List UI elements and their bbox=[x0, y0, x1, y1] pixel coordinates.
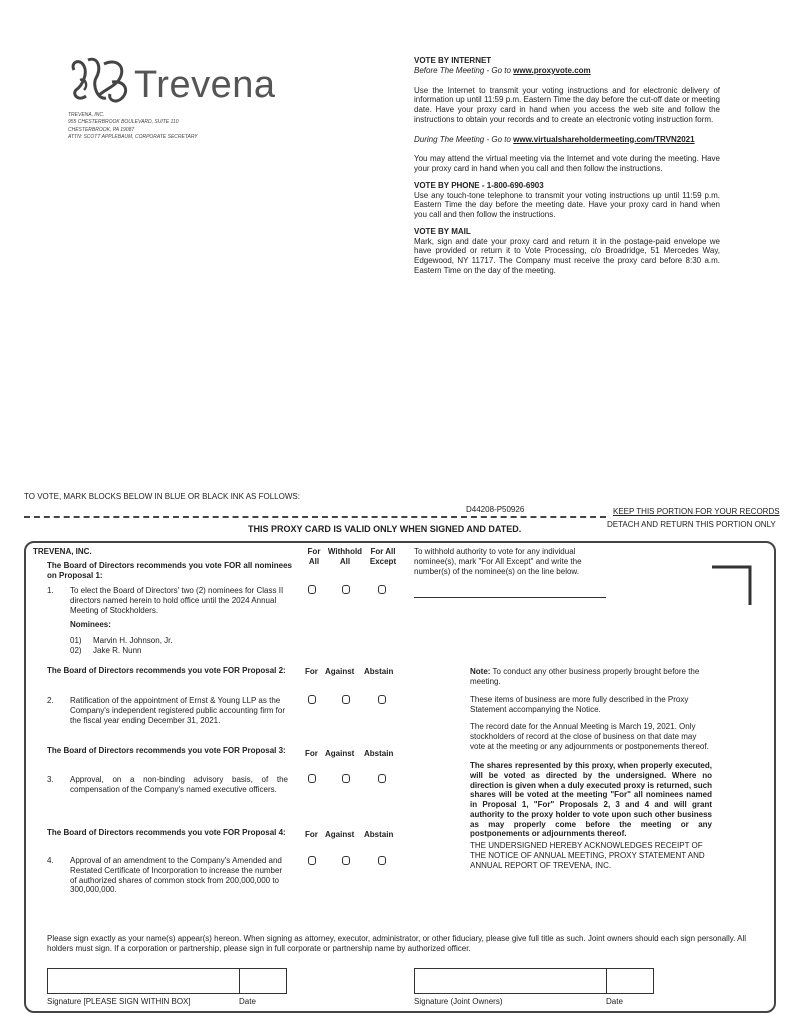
joint-signature-box[interactable] bbox=[414, 968, 607, 994]
return-address bbox=[68, 112, 268, 141]
p1-for-all-checkbox[interactable] bbox=[308, 585, 316, 594]
detach-portion-label: DETACH AND RETURN THIS PORTION ONLY bbox=[607, 520, 776, 529]
virtual-meeting-link[interactable]: www.virtualshareholdermeeting.com/TRVN2021 bbox=[513, 134, 695, 144]
col-withhold-all: Withhold All bbox=[327, 547, 363, 566]
shares-text: The shares represented by this proxy, when properly executed, will be voted as directed by the undersigned. Where no direction is given when a duly executed proxy is returned, such shares will be voted at the meeting "For" all nominees named in Proposal 1, "For" Proposals 2, 3 and 4 and will grant authority to the proxy holder to vote upon such other business as may properly come before the meeting or any postponements or adjournments thereof. bbox=[470, 761, 712, 839]
p4-for-checkbox[interactable] bbox=[308, 856, 316, 865]
nominee-2-name: Jake R. Nunn bbox=[93, 646, 142, 655]
joint-date-box[interactable] bbox=[606, 968, 654, 994]
internet-heading: VOTE BY INTERNET bbox=[414, 56, 492, 65]
address-line: CHESTERBROOK, PA 19087 bbox=[68, 126, 135, 133]
proxyvote-link[interactable]: www.proxyvote.com bbox=[513, 65, 591, 75]
valid-notice: THIS PROXY CARD IS VALID ONLY WHEN SIGNED AND DATED. bbox=[248, 524, 522, 534]
p3-col-against: Against bbox=[325, 749, 355, 758]
control-number: D44208-P50926 bbox=[466, 505, 525, 514]
p4-col-abstain: Abstain bbox=[364, 830, 394, 839]
p2-col-abstain: Abstain bbox=[364, 667, 394, 676]
address-line: 955 CHESTERBROOK BOULEVARD, SUITE 110 bbox=[68, 119, 179, 126]
before-meeting-prefix: Before The Meeting - Go to bbox=[414, 65, 514, 75]
joint-date-label: Date bbox=[606, 997, 623, 1006]
mail-heading: VOTE BY MAIL bbox=[414, 226, 471, 236]
proposal-1-text: To elect the Board of Directors' two (2) nominees for Class II directors named herein to hold office until the 2024 Annual Meeting of Stockholders. bbox=[70, 586, 284, 615]
joint-signature-label: Signature (Joint Owners) bbox=[414, 997, 503, 1006]
mark-instruction: TO VOTE, MARK BLOCKS BELOW IN BLUE OR BLACK INK AS FOLLOWS: bbox=[24, 492, 300, 501]
record-date-text: The record date for the Annual Meeting is March 19, 2021. Only stockholders of record at the close of business on that date may vote at the meeting or any adjournments or postponements thereof. bbox=[470, 722, 709, 751]
col-for-all-except: For All Except bbox=[369, 547, 397, 566]
p3-for-checkbox[interactable] bbox=[308, 774, 316, 783]
p2-for-checkbox[interactable] bbox=[308, 695, 316, 704]
signature-box[interactable] bbox=[47, 968, 240, 994]
items-text: These items of business are more fully described in the Proxy Statement accompanying the Notice. bbox=[470, 695, 689, 714]
before-meeting-line bbox=[414, 66, 720, 76]
proposal-1-number: 1. bbox=[47, 586, 54, 595]
tear-line bbox=[24, 516, 606, 518]
p2-abstain-checkbox[interactable] bbox=[378, 695, 386, 704]
sign-instructions: Please sign exactly as your name(s) appear(s) hereon. When signing as attorney, executor, administrator, or other fiduciary, please give full title as such. Joint owners should each sign personally. All holders must sign. If a corporation or partnership, please sign in full corporate or partnership name by authorized officer. bbox=[47, 934, 747, 953]
keep-portion-label: KEEP THIS PORTION FOR YOUR RECORDS bbox=[613, 507, 780, 516]
proposal-4-number: 4. bbox=[47, 856, 54, 865]
col-for-all: For All bbox=[307, 547, 321, 566]
logo-wordmark: Trevena bbox=[134, 64, 276, 106]
proposal-3-number: 3. bbox=[47, 775, 54, 784]
nominee-2-number: 02) bbox=[70, 646, 82, 655]
p3-against-checkbox[interactable] bbox=[342, 774, 350, 783]
address-line: ATTN: SCOTT APPLEBAUM, CORPORATE SECRETARY bbox=[68, 133, 198, 140]
nominee-1-name: Marvin H. Johnson, Jr. bbox=[93, 636, 173, 645]
proposal-3-heading: The Board of Directors recommends you vote FOR Proposal 3: bbox=[47, 746, 286, 755]
p2-col-for: For bbox=[305, 667, 318, 676]
proposal-2-text: Ratification of the appointment of Ernst & Young LLP as the Company's independent registered public accounting firm for the fiscal year ending December 31, 2021. bbox=[70, 696, 285, 725]
note-text: To conduct any other business properly brought before the meeting. bbox=[470, 667, 700, 686]
p4-against-checkbox[interactable] bbox=[342, 856, 350, 865]
p2-against-checkbox[interactable] bbox=[342, 695, 350, 704]
p4-col-for: For bbox=[305, 830, 318, 839]
proposal-1-heading: The Board of Directors recommends you vote FOR all nominees on Proposal 1: bbox=[47, 561, 292, 580]
p3-col-abstain: Abstain bbox=[364, 749, 394, 758]
proposal-2-heading: The Board of Directors recommends you vote FOR Proposal 2: bbox=[47, 666, 286, 675]
p4-abstain-checkbox[interactable] bbox=[378, 856, 386, 865]
nominee-1-number: 01) bbox=[70, 636, 82, 645]
except-nominee-line[interactable] bbox=[414, 597, 606, 598]
note-paragraph bbox=[470, 667, 712, 687]
voting-instructions bbox=[414, 56, 720, 276]
p3-abstain-checkbox[interactable] bbox=[378, 774, 386, 783]
nominees-label: Nominees: bbox=[70, 620, 111, 629]
during-text: You may attend the virtual meeting via the Internet and vote during the meeting. Have your proxy card in hand when you call and then follow the instructions. bbox=[414, 154, 720, 173]
p1-for-all-except-checkbox[interactable] bbox=[378, 585, 386, 594]
date-label: Date bbox=[239, 997, 256, 1006]
date-box[interactable] bbox=[239, 968, 287, 994]
proposal-3-text: Approval, on a non-binding advisory basis, of the compensation of the Company's named executive officers. bbox=[70, 775, 288, 794]
withhold-instruction: To withhold authority to vote for any individual nominee(s), mark "For All Except" and write the number(s) of the nominee(s) on the line below. bbox=[414, 547, 582, 576]
p2-col-against: Against bbox=[325, 667, 355, 676]
p4-col-against: Against bbox=[325, 830, 355, 839]
during-meeting-prefix: During The Meeting - Go to bbox=[414, 134, 514, 144]
company-name: TREVENA, INC. bbox=[33, 547, 92, 556]
acknowledgement-text: THE UNDERSIGNED HEREBY ACKNOWLEDGES RECEIPT OF THE NOTICE OF ANNUAL MEETING, PROXY STATEMENT AND ANNUAL REPORT OF TREVENA, INC. bbox=[470, 841, 705, 870]
during-meeting-line bbox=[414, 135, 720, 145]
mail-text: Mark, sign and date your proxy card and return it in the postage-paid envelope we have provided or return it to Vote Processing, c/o Broadridge, 51 Mercedes Way, Edgewood, NY 11717. The Company must receive the proxy card before 8:30 a.m. Eastern Time on the day of the meeting. bbox=[414, 236, 720, 275]
corner-mark-icon bbox=[712, 565, 754, 605]
address-line: TREVENA, INC. bbox=[68, 112, 105, 118]
p1-withhold-all-checkbox[interactable] bbox=[342, 585, 350, 594]
note-label: Note: bbox=[470, 667, 491, 676]
proposal-4-heading: The Board of Directors recommends you vote FOR Proposal 4: bbox=[47, 828, 286, 837]
proposal-2-number: 2. bbox=[47, 696, 54, 705]
internet-text: Use the Internet to transmit your voting instructions and for electronic delivery of information up until 11:59 p.m. Eastern Time the day before the cut-off date or meeting date. Have your proxy card in hand when you access the web site and follow the instructions to obtain your records and to create an electronic voting instruction form. bbox=[414, 85, 720, 124]
p3-col-for: For bbox=[305, 749, 318, 758]
signature-label: Signature [PLEASE SIGN WITHIN BOX] bbox=[47, 997, 191, 1006]
proposal-4-text: Approval of an amendment to the Company's Amended and Restated Certificate of Incorporation to increase the number of authorized shares of common stock from 200,000,000 to 300,000,000. bbox=[70, 856, 283, 895]
trevena-logo-icon bbox=[68, 56, 136, 106]
phone-heading: VOTE BY PHONE - 1-800-690-6903 bbox=[414, 180, 544, 190]
phone-text: Use any touch-tone telephone to transmit your voting instructions up until 11:59 p.m. Eastern Time the day before the meeting date. Have your proxy card in hand when you call and then follow the instructions. bbox=[414, 190, 720, 219]
